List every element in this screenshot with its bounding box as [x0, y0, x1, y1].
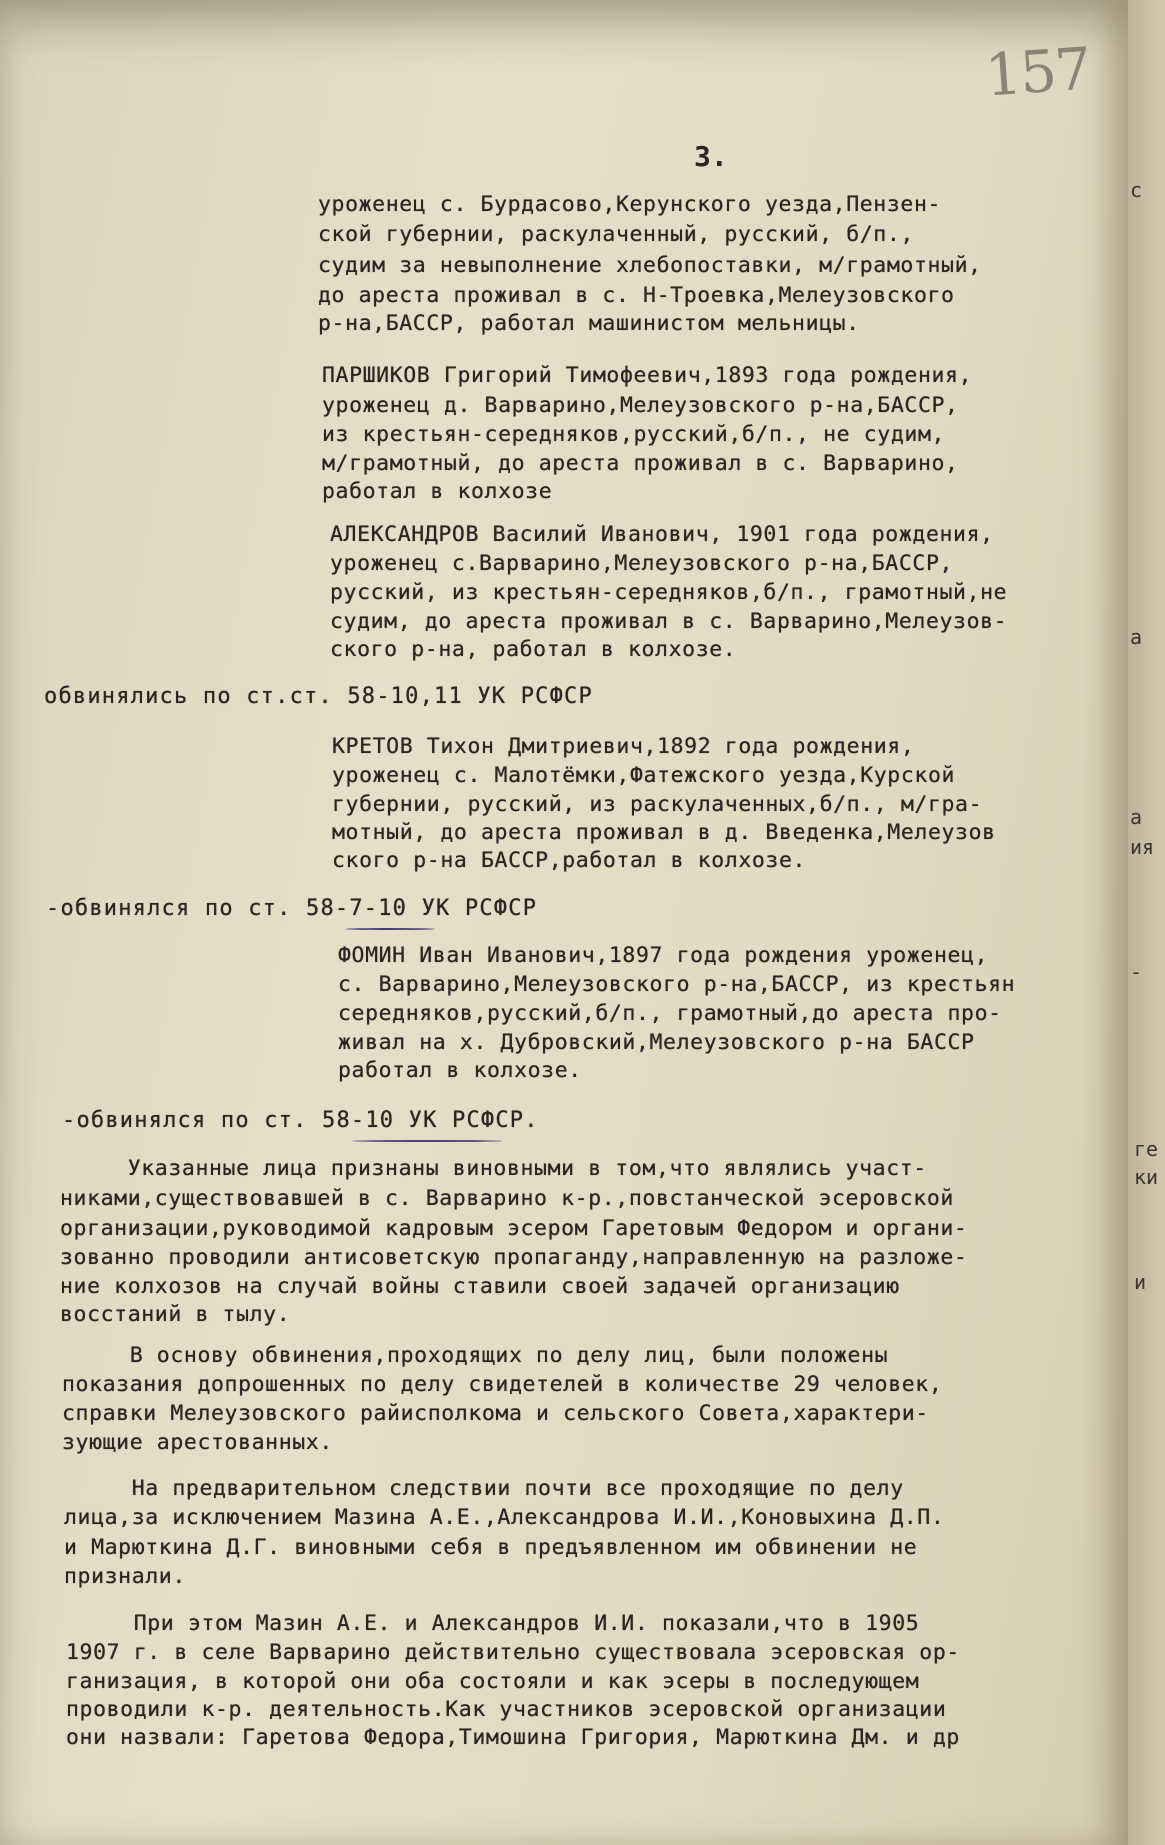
text-line: никами,существовавшей в с. Варварино к-р.,повстанческой эсеровской: [60, 1186, 954, 1211]
text-line: уроженец с.Варварино,Мелеузовского р-на,БАССР,: [330, 551, 954, 576]
text-line: середняков,русский,б/п., грамотный,до ареста про-: [338, 1001, 1002, 1026]
text-line: АЛЕКСАНДРОВ Василий Иванович, 1901 года рождения,: [330, 522, 994, 547]
text-line: с. Варварино,Мелеузовского р-на,БАССР, из крестьян: [338, 972, 1016, 997]
charge-line: -обвинялся по ст. 58-10 УК РСФСР.: [62, 1108, 539, 1133]
text-line: до ареста проживал в с. Н-Троевка,Мелеузовского: [318, 283, 955, 308]
text-line: лица,за исключением Мазина А.Е.,Александрова И.И.,Коновыхина Д.П.: [64, 1505, 945, 1530]
text-line: из крестьян-середняков,русский,б/п., не судим,: [322, 422, 946, 447]
text-line: ПАРШИКОВ Григорий Тимофеевич,1893 года рождения,: [322, 363, 973, 388]
text-line: проводили к-р. деятельность.Как участников эсеровской организации: [66, 1697, 947, 1722]
margin-mark: ки: [1134, 1165, 1159, 1189]
text-line: ние колхозов на случай войны ставили своей задачей организацию: [60, 1274, 900, 1299]
text-line: ского р-на БАССР,работал в колхозе.: [332, 848, 807, 873]
margin-mark: с: [1130, 178, 1143, 202]
margin-mark: а: [1130, 805, 1143, 829]
text-line: судим, до ареста проживал в с. Варварино,Мелеузов-: [330, 609, 1008, 634]
text-line: работал в колхозе.: [338, 1058, 582, 1083]
text-line: м/грамотный, до ареста проживал в с. Варварино,: [322, 451, 959, 476]
margin-mark: а: [1130, 625, 1143, 649]
text-line: показания допрошенных по делу свидетелей в количестве 29 человек,: [62, 1372, 943, 1397]
text-line: На предварительном следствии почти все проходящие по делу: [64, 1476, 904, 1501]
charge-line: -обвинялся по ст. 58-7-10 УК РСФСР: [46, 896, 538, 921]
text-line: зованно проводили антисоветскую пропаганду,направленную на разложе-: [60, 1245, 968, 1270]
margin-mark: и: [1134, 1270, 1147, 1294]
text-line: они назвали: Гаретова Федора,Тимошина Григория, Марюткина Дм. и др: [66, 1725, 960, 1750]
text-line: и Марюткина Д.Г. виновными себя в предъявленном им обвинении не: [64, 1535, 918, 1560]
text-line: уроженец д. Варварино,Мелеузовского р-на,БАССР,: [322, 393, 959, 418]
adjacent-page-edge: [1128, 0, 1165, 1845]
text-line: организации,руководимой кадровым эсером Гаретовым Федором и органи-: [60, 1216, 968, 1241]
text-line: губернии, русский, из раскулаченных,б/п., м/гра-: [332, 792, 983, 817]
text-line: 1907 г. в селе Варварино действительно существовала эсеровская ор-: [66, 1640, 960, 1665]
text-line: Указанные лица признаны виновными в том,что являлись участ-: [60, 1156, 927, 1181]
text-line: ганизация, в которой они оба состояли и как эсеры в последующем: [66, 1669, 920, 1694]
ink-underline: [352, 1140, 502, 1142]
text-line: КРЕТОВ Тихон Дмитриевич,1892 года рождения,: [332, 734, 915, 759]
margin-mark: ия: [1130, 835, 1155, 859]
text-line: ского р-на, работал в колхозе.: [330, 637, 737, 662]
margin-mark: ге: [1134, 1137, 1159, 1161]
handwritten-page-number: 157: [982, 34, 1092, 110]
text-line: справки Мелеузовского райисполкома и сельского Совета,характери-: [62, 1401, 929, 1426]
text-line: уроженец с. Бурдасово,Керунского уезда,Пензен-: [318, 192, 942, 217]
text-line: русский, из крестьян-середняков,б/п., грамотный,не: [330, 580, 1008, 605]
text-line: В основу обвинения,проходящих по делу лиц, были положены: [62, 1343, 889, 1368]
text-line: судим за невыполнение хлебопоставки, м/грамотный,: [318, 253, 982, 278]
text-line: зующие арестованных.: [62, 1430, 333, 1455]
ink-underline: [345, 928, 435, 930]
text-line: уроженец с. Малотёмки,Фатежского уезда,Курской: [332, 763, 956, 788]
text-line: восстаний в тылу.: [60, 1302, 291, 1327]
charge-line: обвинялись по ст.ст. 58-10,11 УК РСФСР: [44, 684, 593, 709]
text-line: признали.: [64, 1564, 186, 1589]
text-line: ской губернии, раскулаченный, русский, б/п.,: [318, 222, 914, 247]
text-line: р-на,БАССР, работал машинистом мельницы.: [318, 311, 860, 336]
text-line: работал в колхозе: [322, 479, 553, 504]
text-line: мотный, до ареста проживал в д. Введенка,Мелеузов: [332, 820, 996, 845]
text-line: При этом Мазин А.Е. и Александров И.И. показали,что в 1905: [66, 1611, 920, 1636]
text-line: живал на х. Дубровский,Мелеузовского р-на БАССР: [338, 1030, 975, 1055]
text-line: ФОМИН Иван Иванович,1897 года рождения уроженец,: [338, 943, 989, 968]
margin-mark: -: [1130, 960, 1143, 984]
page-number: 3.: [694, 140, 728, 173]
